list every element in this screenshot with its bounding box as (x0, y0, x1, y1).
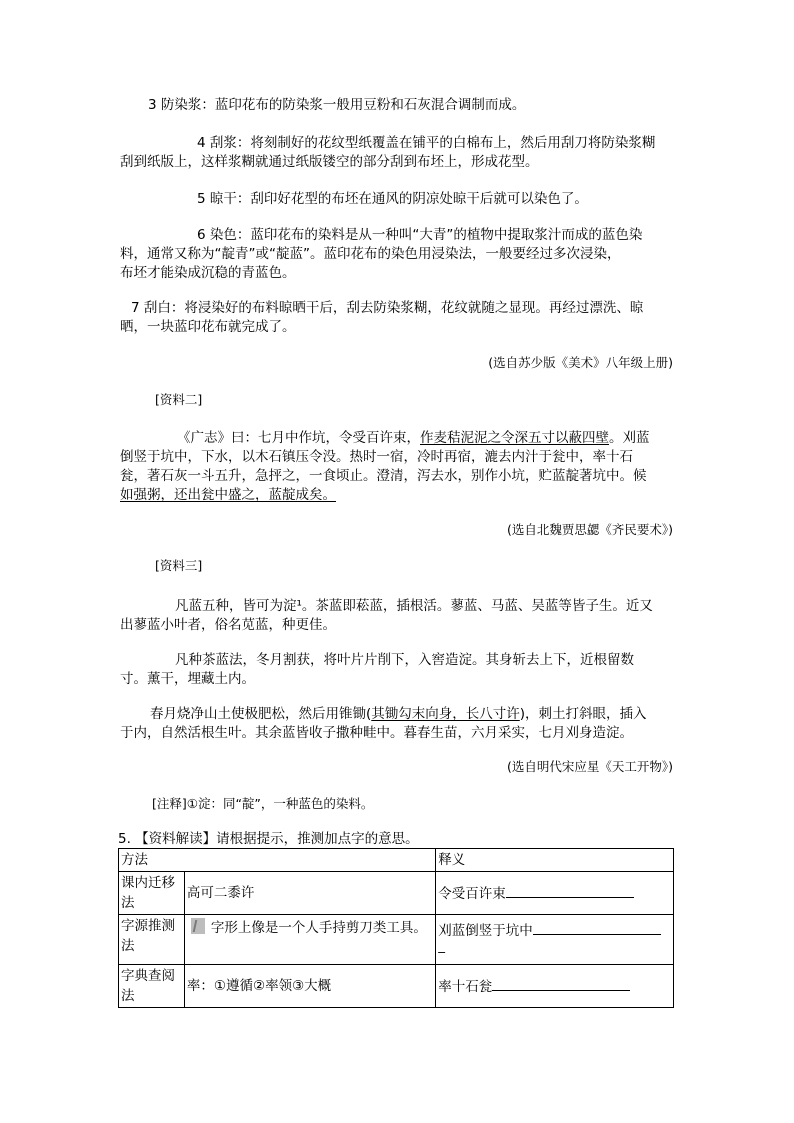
answer-blank[interactable] (506, 883, 634, 898)
step-3-text: 3 防染浆：蓝印花布的防染浆一般用豆粉和石灰混合调制而成。 (148, 97, 526, 113)
material-two-line-1 (177, 428, 650, 448)
table-row (119, 965, 674, 1008)
method-cell: 课内迁移法 (119, 872, 185, 915)
header-meaning: 释义 (436, 849, 674, 872)
source-citation-1: (选自苏少版《美术》八年级上册) (488, 355, 673, 370)
material-three-heading: [资料三] (155, 558, 203, 573)
method-cell: 字典查阅法 (119, 965, 185, 1008)
material-two-line-3: 瓮，著石灰一斗五升，急抨之，一食顷止。澄清，泻去水，别作小坑，贮蓝靛著坑中。候 (120, 468, 647, 484)
material-three-p3-post: )，刺土打斜眼，插入 (519, 706, 647, 722)
material-three-p1-line-1: 凡蓝五种，皆可为淀¹。茶蓝即菘蓝，插根活。蓼蓝、马蓝、吴蓝等皆子生。近又 (175, 598, 653, 614)
table-row (119, 872, 674, 915)
underlined-sentence: 作麦秸泥泥之令深五寸以蔽四壁 (420, 430, 609, 446)
material-three-p3-line-1 (150, 704, 647, 724)
answer-item: 率十石瓮 (438, 978, 493, 995)
answer-blank[interactable] (533, 920, 661, 935)
material-three-p2-line-2: 寸。薰干，埋藏土内。 (120, 671, 255, 687)
material-three-p3-pre: 春月烧净山土使极肥松，然后用锥锄( (150, 706, 372, 722)
ancient-character-icon (191, 918, 205, 934)
example-cell (184, 915, 435, 965)
step-6-line-1: 6 染色：蓝印花布的染料是从一种叫“大青”的植物中提取浆汁而成的蓝色染 (197, 227, 643, 243)
method-cell: 字源推测法 (119, 915, 185, 965)
answer-item: 刈蓝倒竖于坑中 (438, 923, 533, 939)
example-cell: 高可二黍许 (184, 872, 435, 915)
material-two-heading: [资料二] (155, 392, 203, 407)
answer-item: 令受百许束 (438, 885, 506, 902)
step-7-line-1: 7 刮白：将浸染好的布料晾晒干后，刮去防染浆糊，花纹就随之显现。再经过漂洗、晾 (131, 300, 644, 316)
table-row (119, 915, 674, 965)
material-three-p1-line-2: 出蓼蓝小叶者，俗名苋蓝，种更佳。 (120, 617, 336, 633)
material-two-line-2: 倒竖于坑中，下水，以木石镇压令没。热时一宿，冷时再宿，漉去内汁于瓮中，率十石 (120, 449, 633, 465)
step-4-line-2: 刮到纸版上，这样浆糊就通过纸版镂空的部分刮到布坯上，形成花型。 (120, 154, 539, 170)
answer-cell: 刈蓝倒竖于坑中 _ (436, 915, 674, 965)
source-citation-3: (选自明代宋应星《天工开物》) (506, 759, 673, 774)
footnote: [注释]①淀：同“靛”，一种蓝色的染料。 (152, 796, 374, 811)
question-5-prompt: 5. 【资料解读】请根据提示，推测加点字的意思。 (118, 831, 419, 847)
material-three-p2-line-1: 凡种茶蓝法，冬月割获，将叶片片削下，入窖造淀。其身斩去上下，近根留数 (175, 652, 634, 668)
question-5-table (118, 848, 674, 1008)
table-header-row (119, 849, 674, 872)
answer-blank[interactable] (492, 976, 630, 991)
material-two-line-1-pre: 《广志》曰：七月中作坑，令受百许束， (177, 430, 420, 446)
example-cell: 率：①遵循②率领③大概 (184, 965, 435, 1008)
answer-cell (436, 965, 674, 1008)
example-text: 字形上像是一个人手持剪刀类工具。 (210, 920, 427, 936)
step-5-text: 5 晾干：刮印好花型的布坯在通风的阴凉处晾干后就可以染色了。 (197, 191, 588, 207)
material-three-p3-line-2: 于内，自然活根生叶。其余蓝皆收子撒种畦中。暮春生苗，六月采实，七月刈身造淀。 (120, 725, 633, 741)
header-method: 方法 (119, 849, 436, 872)
step-6-line-3: 布坯才能染成沉稳的青蓝色。 (120, 265, 296, 281)
step-7-line-2: 晒，一块蓝印花布就完成了。 (120, 319, 296, 335)
step-6-line-2: 料，通常又称为“靛青”或“靛蓝”。蓝印花布的染色用浸染法，一般要经过多次浸染， (120, 246, 621, 262)
material-two-line-1-post: 。刈蓝 (609, 430, 650, 446)
underlined-annotation: 其锄勾末向身，长八寸许 (371, 706, 520, 722)
source-citation-2: (选自北魏贾思勰《齐民要术》) (506, 522, 673, 537)
step-4-line-1: 4 刮浆：将刻制好的花纹型纸覆盖在铺平的白棉布上，然后用刮刀将防染浆糊 (197, 135, 656, 151)
answer-cell (436, 872, 674, 915)
material-two-line-4-underlined: 如强粥，还出瓮中盛之，蓝靛成矣。 (120, 487, 336, 503)
